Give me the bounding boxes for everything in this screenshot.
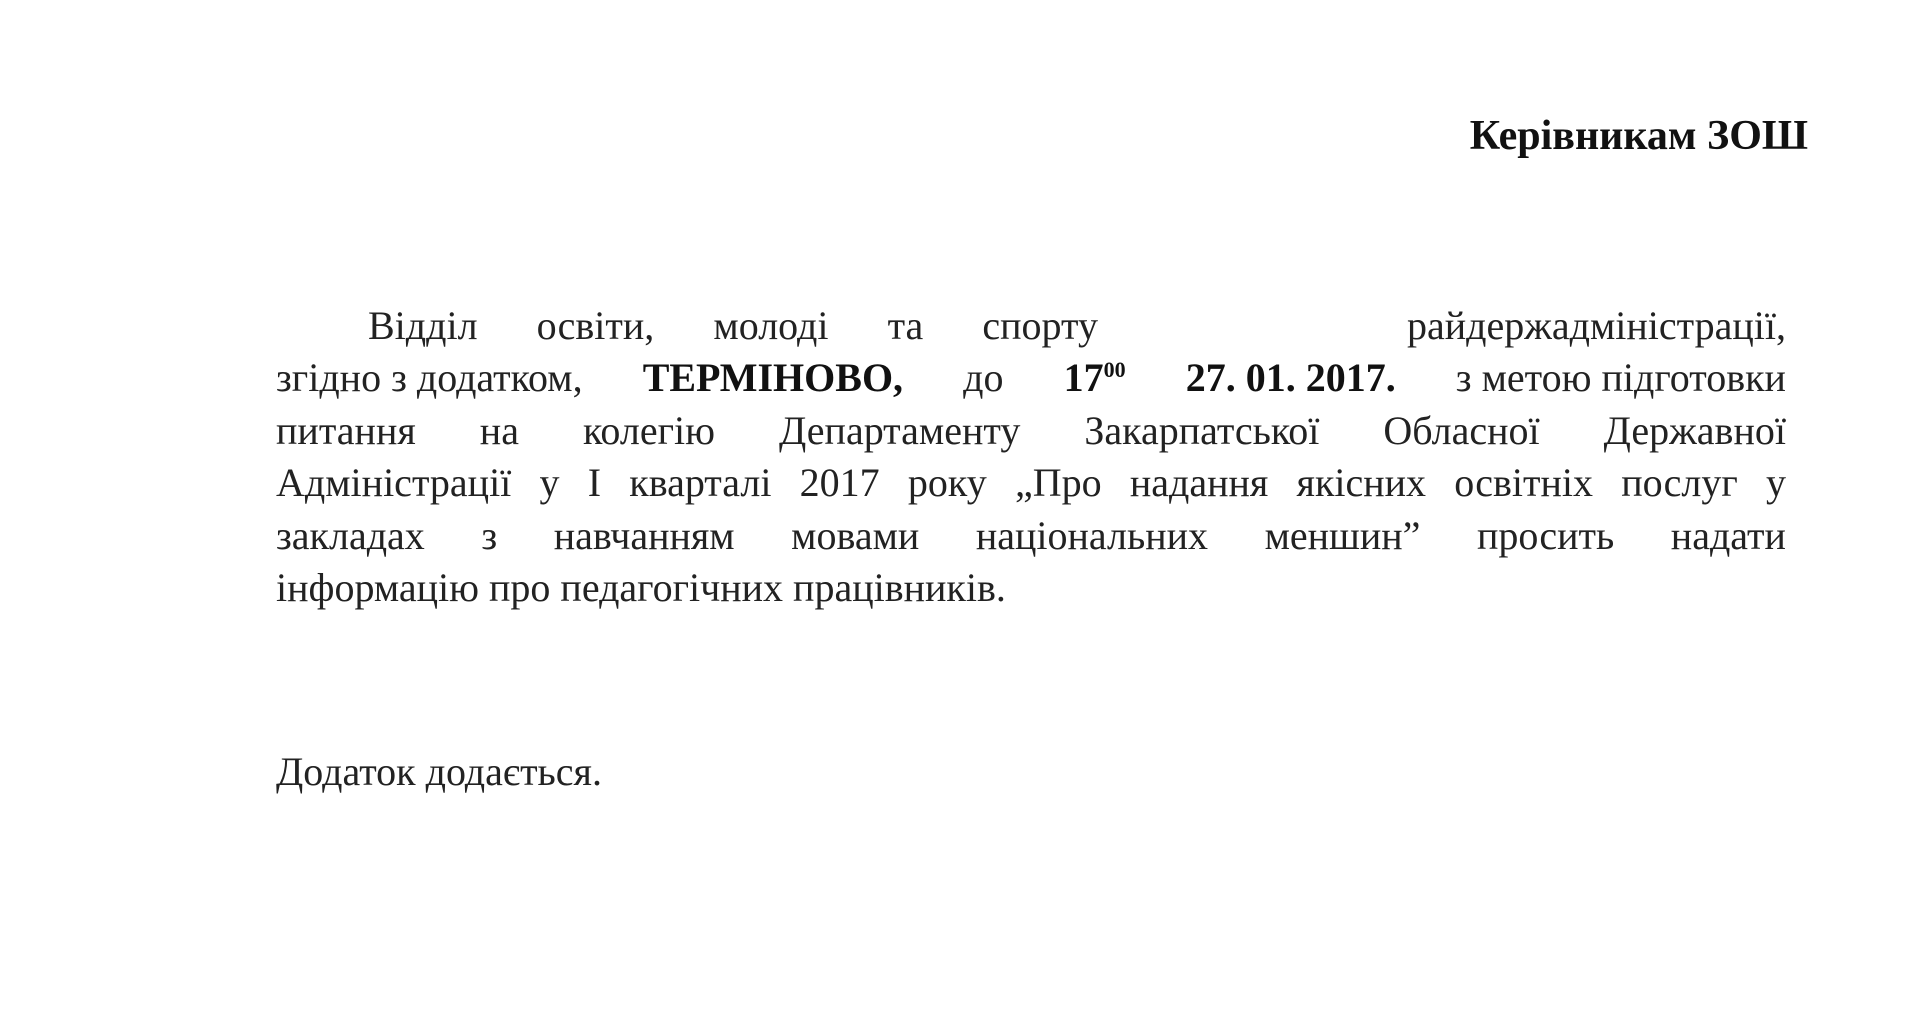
body-word: питання <box>276 407 416 453</box>
body-word: 2017 <box>799 460 880 506</box>
redacted-gap <box>1107 300 1397 352</box>
body-word: мовами <box>791 512 920 558</box>
urgent-label: ТЕРМІНОВО, <box>642 355 904 401</box>
body-word: освітніх <box>1454 460 1594 506</box>
body-word: Відділ <box>368 303 478 348</box>
deadline-minutes: 00 <box>1103 357 1126 383</box>
addressee-heading: Керівникам ЗОШ <box>1469 113 1808 159</box>
body-line-6: інформацію про педагогічних працівників. <box>276 565 1006 611</box>
body-line-5 <box>276 510 1786 562</box>
body-word: з <box>481 512 498 558</box>
body-word: надати <box>1670 512 1786 558</box>
body-word: Державної <box>1603 407 1786 453</box>
body-word: просить <box>1476 512 1615 558</box>
body-word: навчанням <box>553 512 735 558</box>
body-line-4-text <box>276 457 1786 509</box>
administration-name: райдержадміністрації, <box>1406 303 1786 348</box>
per-attachment-text: згідно з додатком, <box>276 355 583 401</box>
body-word: послуг <box>1621 460 1738 506</box>
body-word: року <box>907 460 987 506</box>
body-word: меншин” <box>1264 512 1421 558</box>
body-word: освіти, <box>536 303 655 348</box>
body-word: спорту <box>982 303 1098 348</box>
body-word: у <box>1766 460 1786 506</box>
body-word: у <box>539 460 560 506</box>
deadline-date: 27. 01. 2017. <box>1185 355 1396 401</box>
body-line-2 <box>276 352 1786 404</box>
body-word: на <box>479 407 519 453</box>
body-word: Закарпатської <box>1084 407 1320 453</box>
body-line-1-start <box>368 300 1098 352</box>
body-line-1 <box>276 300 1786 352</box>
body-word: „Про <box>1014 460 1102 506</box>
body-line-5-text <box>276 510 1786 562</box>
body-word: Адміністрації <box>276 460 512 506</box>
body-line-3-text <box>276 405 1786 457</box>
deadline-hour: 17 <box>1063 355 1104 401</box>
body-word: І <box>587 460 602 506</box>
body-word: якісних <box>1296 460 1427 506</box>
body-word: кварталі <box>629 460 772 506</box>
body-word: колегію <box>582 407 715 453</box>
body-word: молоді <box>713 303 829 348</box>
body-line-4 <box>276 457 1786 509</box>
letter-body <box>276 300 1786 614</box>
deadline <box>1064 352 1126 404</box>
body-word: закладах <box>276 512 425 558</box>
purpose-text: з метою підготовки <box>1455 355 1786 401</box>
body-word: та <box>887 303 924 348</box>
until-word: до <box>963 355 1004 401</box>
body-word: надання <box>1129 460 1269 506</box>
body-word: Обласної <box>1383 407 1540 453</box>
body-line-3 <box>276 405 1786 457</box>
attachment-note: Додаток додається. <box>276 749 602 794</box>
body-word: національних <box>975 512 1209 558</box>
body-word: Департаменту <box>779 407 1021 453</box>
